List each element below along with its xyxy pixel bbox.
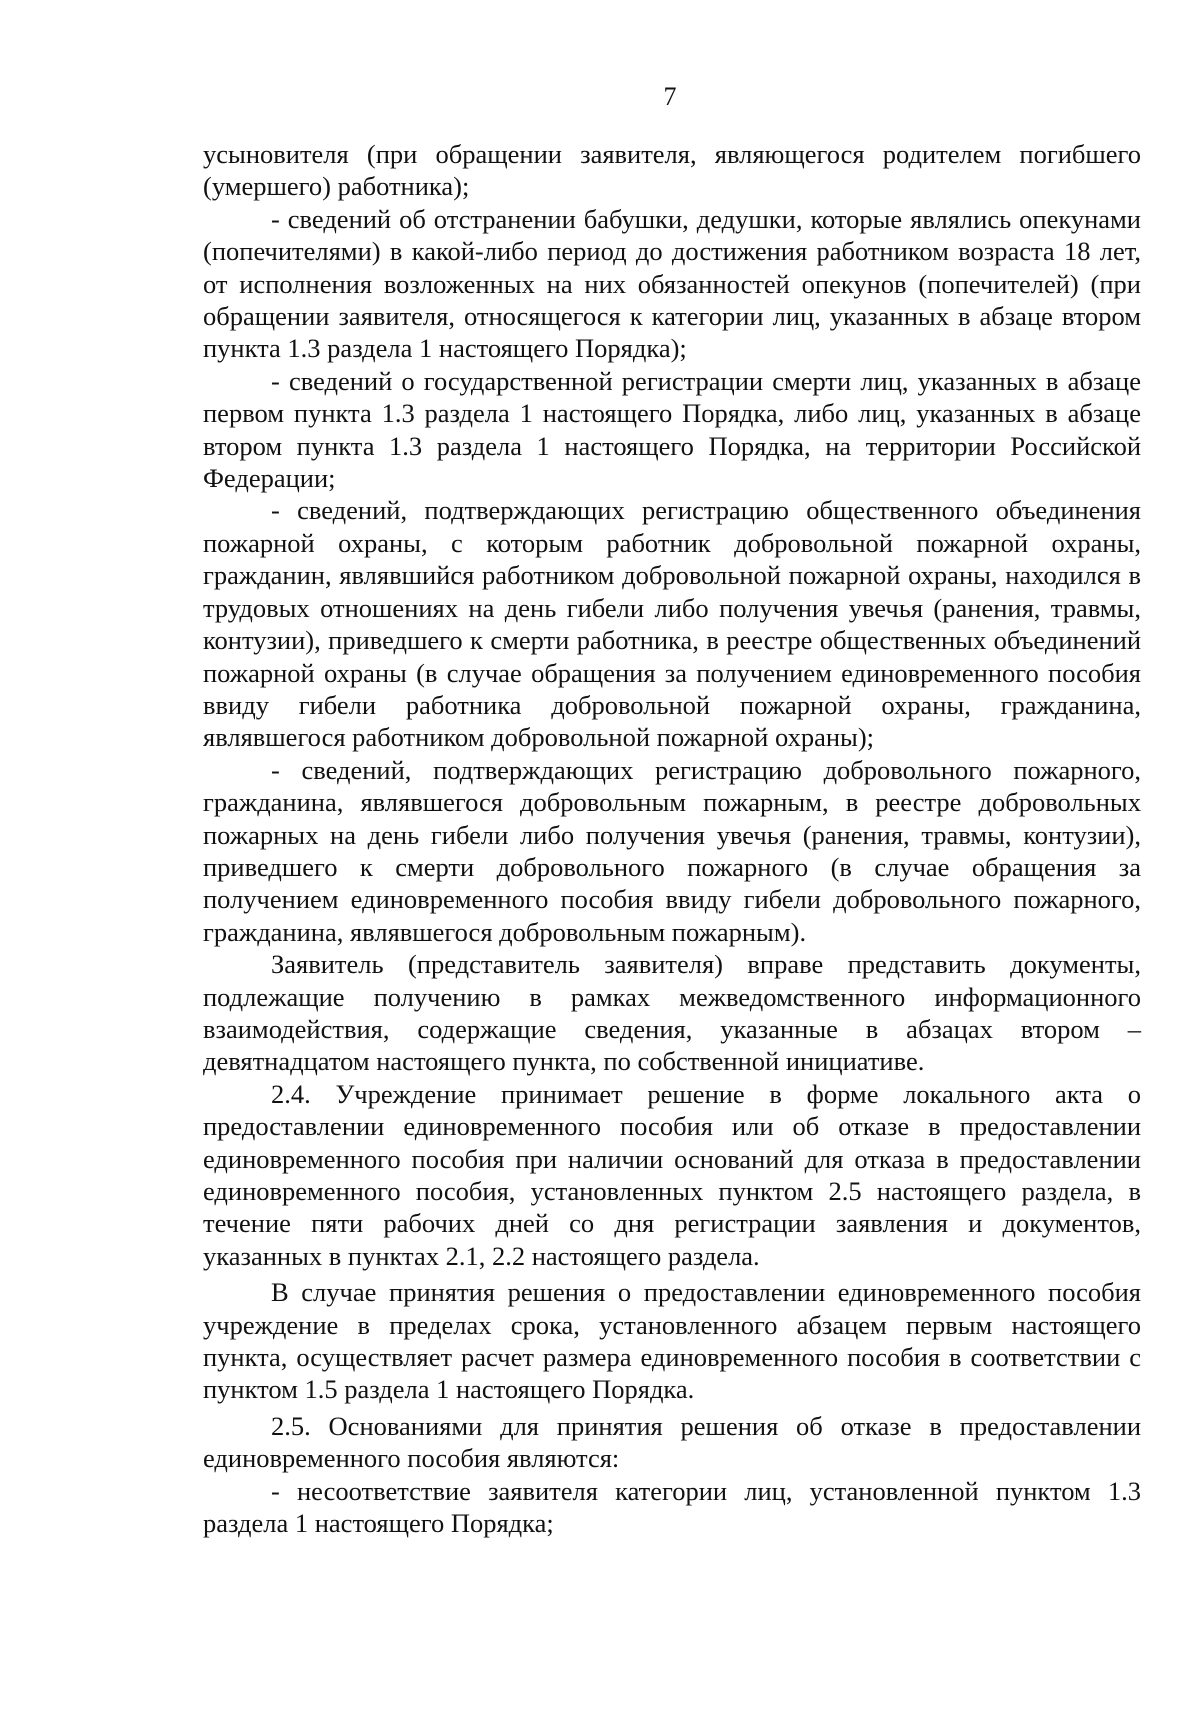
- paragraph: - сведений об отстранении бабушки, дедушки, которые являлись опекунами (попечителями) в какой-либо период до достижения работником возраста 18 лет, от исполнения возложенных на них обязанностей опекунов (попечителей) (при обращении заявителя, относящегося к категории лиц, указанных в абзаце втором пункта 1.3 раздела 1 настоящего Порядка);: [203, 203, 1141, 364]
- document-body: [203, 138, 1141, 1539]
- paragraph: усыновителя (при обращении заявителя, являющегося родителем погибшего (умершего) работника);: [203, 139, 1141, 202]
- paragraph: - сведений, подтверждающих регистрацию добровольного пожарного, гражданина, являвшегося добровольным пожарным, в реестре добровольных пожарных на день гибели либо получения увечья (ранения, травмы, контузии), приведшего к смерти добровольного пожарного (в случае обращения за получением единовременного пособия ввиду гибели добровольного пожарного, гражданина, являвшегося добровольным пожарным).: [203, 754, 1141, 947]
- paragraph: - сведений о государственной регистрации смерти лиц, указанных в абзаце первом пункта 1.3 раздела 1 настоящего Порядка, либо лиц, указанных в абзаце втором пункта 1.3 раздела 1 настоящего Порядка, на территории Российской Федерации;: [203, 365, 1141, 494]
- paragraph: - несоответствие заявителя категории лиц, установленной пунктом 1.3 раздела 1 настоящего Порядка;: [203, 1475, 1141, 1539]
- paragraph: 2.5. Основаниями для принятия решения об отказе в предоставлении единовременного пособия являются:: [203, 1410, 1141, 1474]
- page-number: 7: [663, 82, 677, 111]
- paragraph: - сведений, подтверждающих регистрацию общественного объединения пожарной охраны, с которым работник добровольной пожарной охраны, гражданин, являвшийся работником добровольной пожарной охраны, находился в трудовых отношениях на день гибели либо получения увечья (ранения, травмы, контузии), приведшего к смерти работника, в реестре общественных объединений пожарной охраны (в случае обращения за получением единовременного пособия ввиду гибели работника добровольной пожарной охраны, гражданина, являвшегося работником добровольной пожарной охраны);: [203, 495, 1141, 753]
- paragraph: В случае принятия решения о предоставлении единовременного пособия учреждение в пределах срока, установленного абзацем первым настоящего пункта, осуществляет расчет размера единовременного пособия в соответствии с пунктом 1.5 раздела 1 настоящего Порядка.: [203, 1277, 1141, 1405]
- paragraph: Заявитель (представитель заявителя) вправе представить документы, подлежащие получению в рамках межведомственного информационного взаимодействия, содержащие сведения, указанные в абзацах втором – девятнадцатом настоящего пункта, по собственной инициативе.: [203, 949, 1141, 1077]
- paragraph: 2.4. Учреждение принимает решение в форме локального акта о предоставлении единовременного пособия или об отказе в предоставлении единовременного пособия при наличии оснований для отказа в предоставлении единовременного пособия, установленных пунктом 2.5 настоящего раздела, в течение пяти рабочих дней со дня регистрации заявления и документов, указанных в пунктах 2.1, 2.2 настоящего раздела.: [203, 1078, 1141, 1271]
